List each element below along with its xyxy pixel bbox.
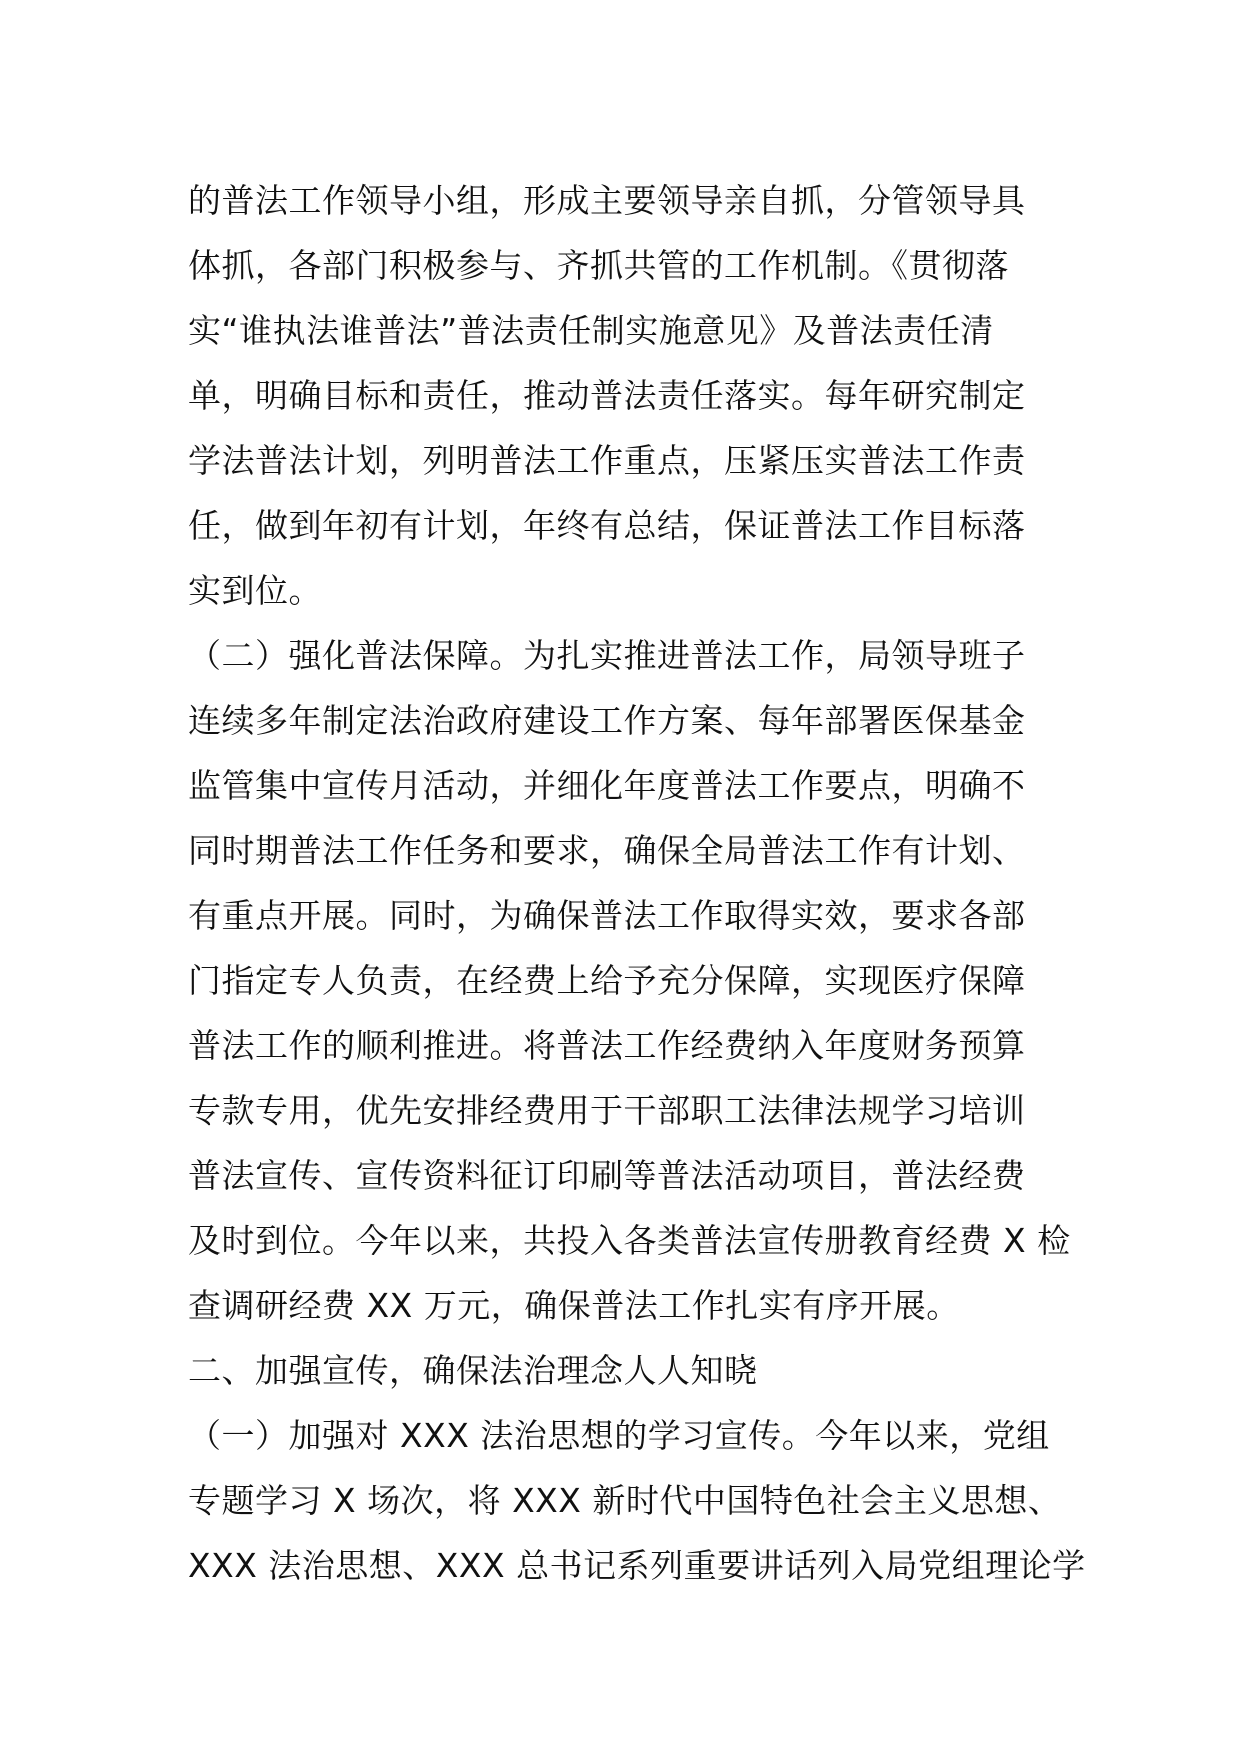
text-line: 实“谁执法谁普法”普法责任制实施意见》及普法责任清 — [188, 311, 994, 350]
text-line: 实到位。 — [188, 571, 322, 610]
text-line: 查调研经费 XX 万元，确保普法工作扎实有序开展。 — [188, 1286, 960, 1325]
text-line: XXX 法治思想、XXX 总书记系列重要讲话列入局党组理论学 — [188, 1546, 1086, 1585]
text-line: 监管集中宣传月活动，并细化年度普法工作要点，明确不 — [188, 766, 1026, 805]
text-line: 普法工作的顺利推进。将普法工作经费纳入年度财务预算 — [188, 1026, 1026, 1065]
text-line: 普法宣传、宣传资料征订印刷等普法活动项目，普法经费 — [188, 1156, 1026, 1195]
text-line: 同时期普法工作任务和要求，确保全局普法工作有计划、 — [188, 831, 1026, 870]
chapter-heading-line: 二、加强宣传，确保法治理念人人知晓 — [188, 1351, 758, 1390]
text-line: 学法普法计划，列明普法工作重点，压紧压实普法工作责 — [188, 441, 1026, 480]
text-line: 的普法工作领导小组，形成主要领导亲自抓，分管领导具 — [188, 181, 1026, 220]
text-line: 任，做到年初有计划，年终有总结，保证普法工作目标落 — [188, 506, 1026, 545]
text-line: 及时到位。今年以来，共投入各类普法宣传册教育经费 X 检 — [188, 1221, 1071, 1260]
text-line: 体抓，各部门积极参与、齐抓共管的工作机制。《贯彻落 — [188, 246, 1009, 285]
section-heading-line: （一）加强对 XXX 法治思想的学习宣传。今年以来，党组 — [188, 1416, 1050, 1455]
text-line: 单，明确目标和责任，推动普法责任落实。每年研究制定 — [188, 376, 1026, 415]
text-line: 门指定专人负责，在经费上给予充分保障，实现医疗保障 — [188, 961, 1026, 1000]
text-line: 有重点开展。同时，为确保普法工作取得实效，要求各部 — [188, 896, 1026, 935]
text-line: 专题学习 X 场次，将 XXX 新时代中国特色社会主义思想、 — [188, 1481, 1062, 1520]
text-line: 连续多年制定法治政府建设工作方案、每年部署医保基金 — [188, 701, 1026, 740]
body-text — [188, 168, 1086, 1598]
section-heading-line: （二）强化普法保障。为扎实推进普法工作，局领导班子 — [188, 636, 1026, 675]
text-line: 专款专用，优先安排经费用于干部职工法律法规学习培训 — [188, 1091, 1026, 1130]
